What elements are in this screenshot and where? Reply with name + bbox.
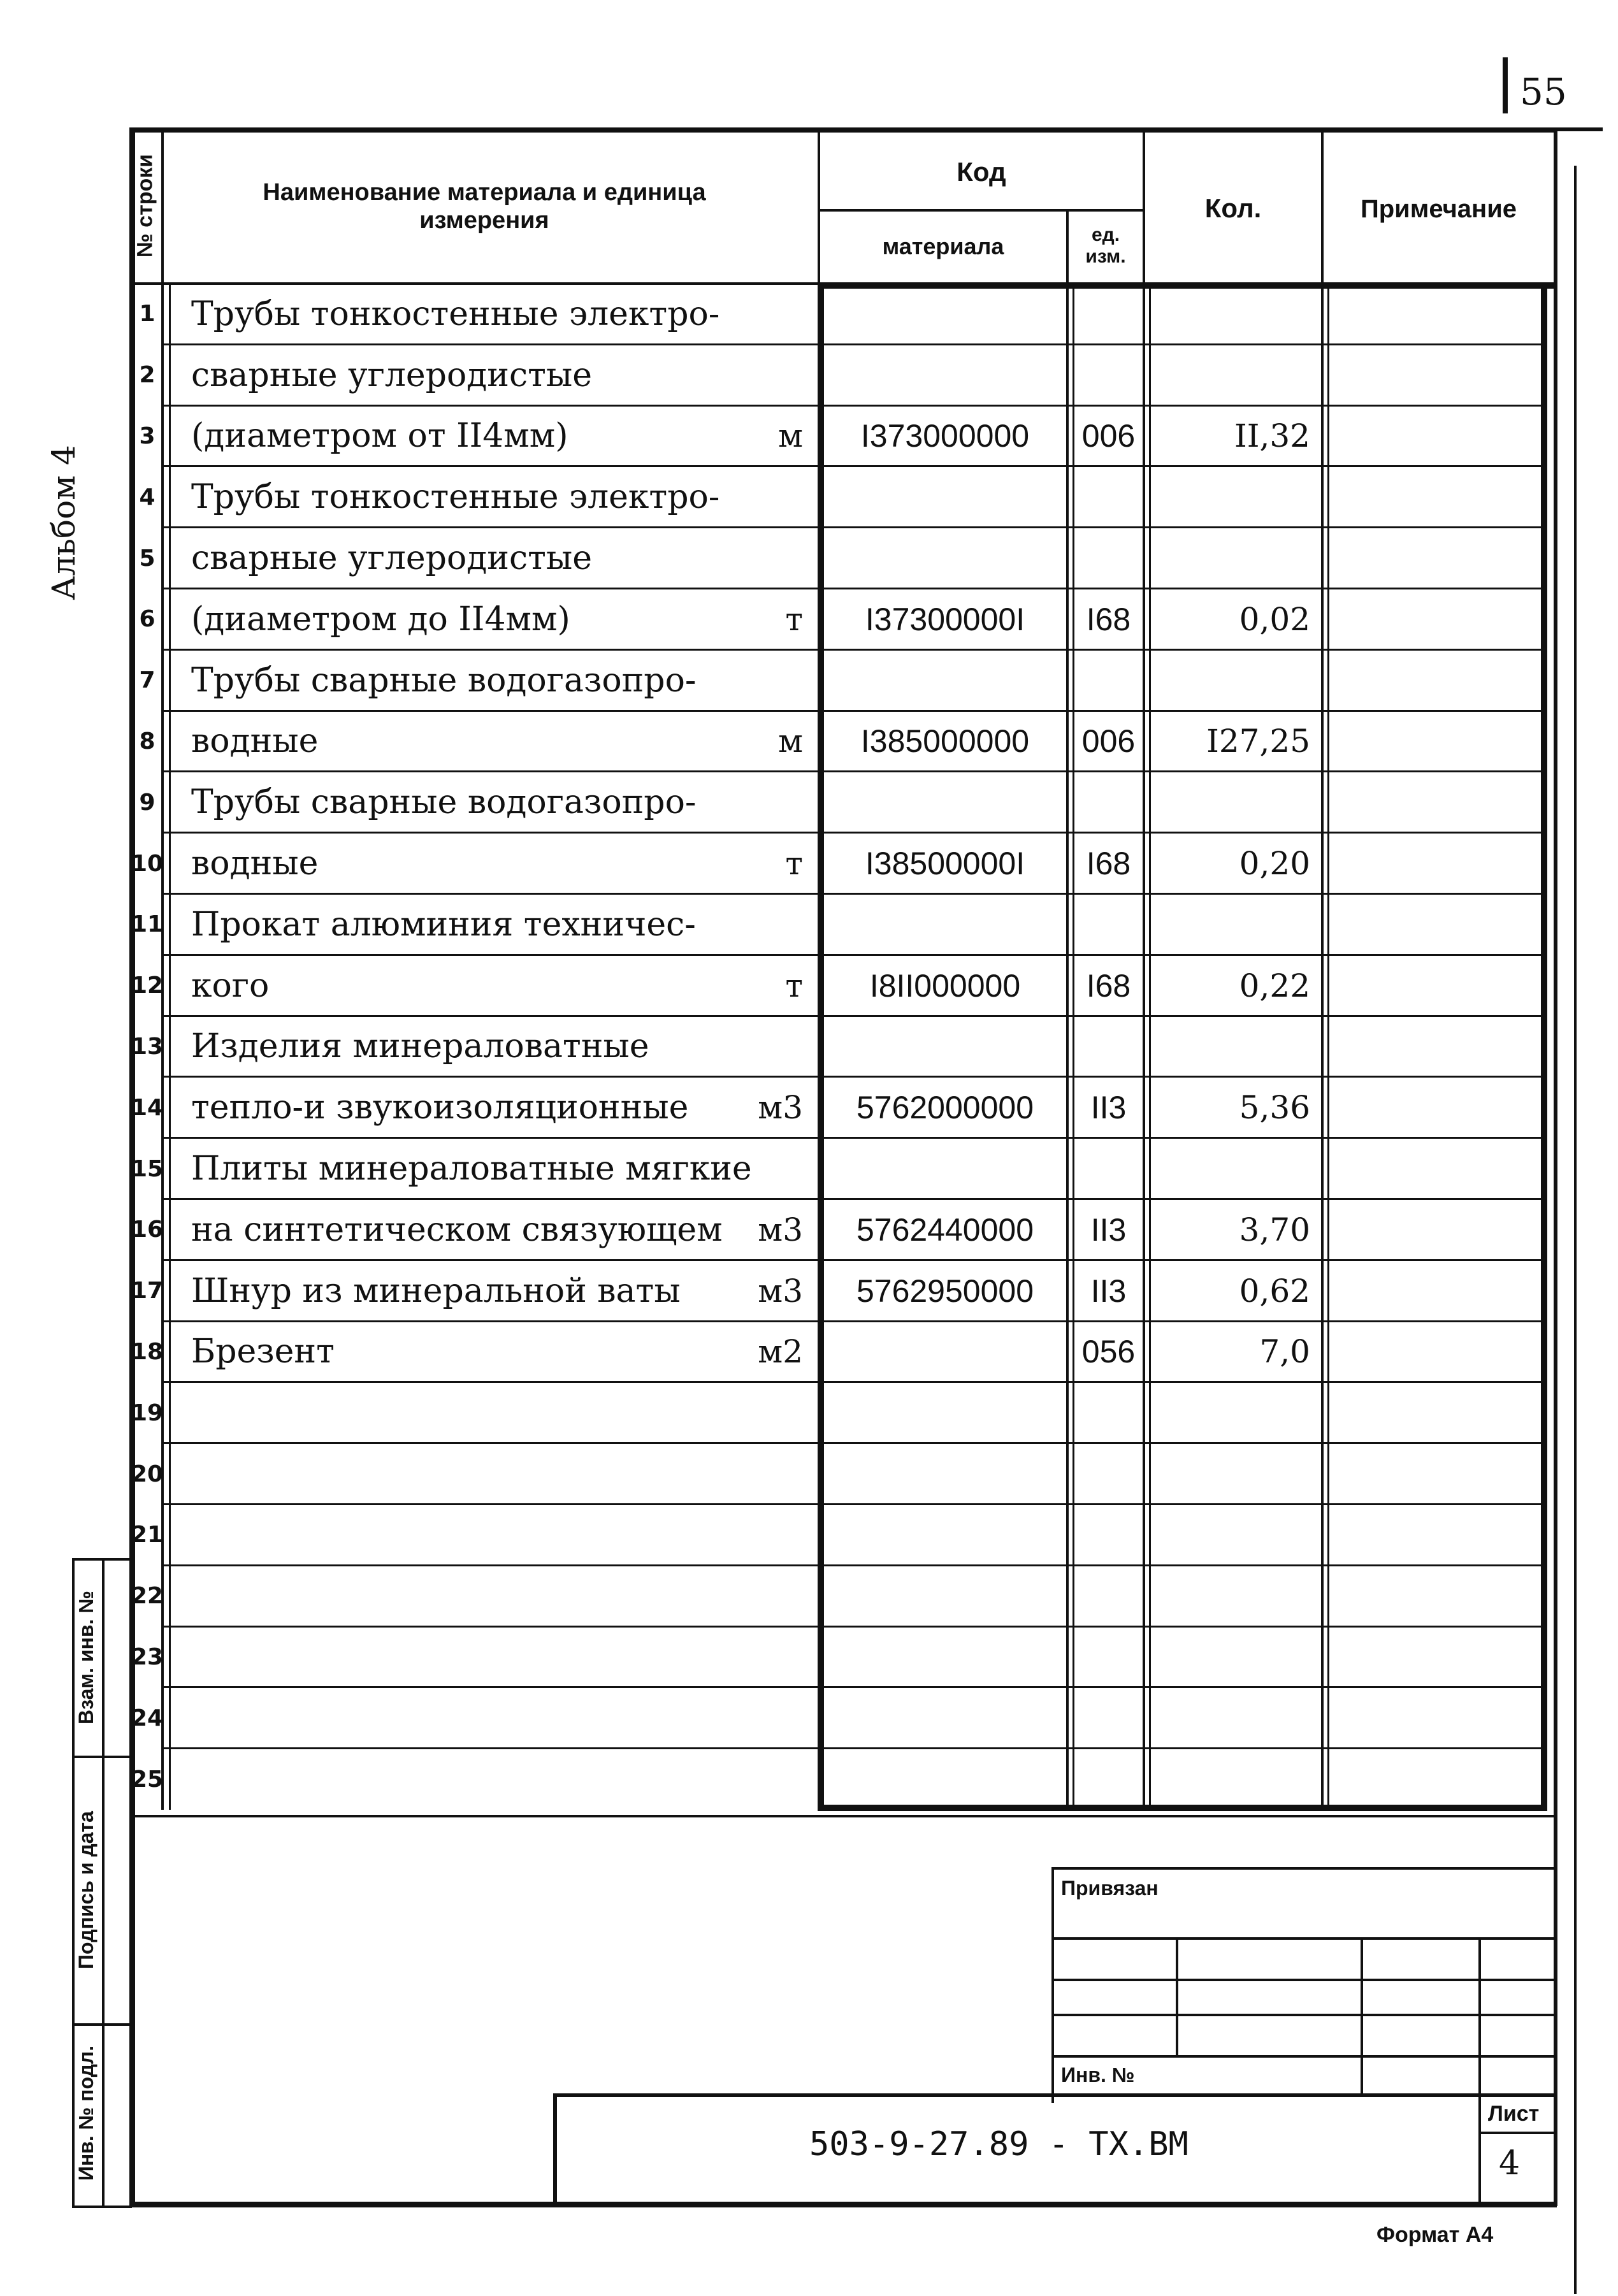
material-code — [824, 1566, 1066, 1627]
unit-code — [1074, 1016, 1143, 1078]
note — [1332, 466, 1536, 528]
material-code — [824, 650, 1066, 711]
material-unit — [720, 1566, 803, 1627]
unit-code — [1074, 1138, 1143, 1199]
frame-top-border — [129, 127, 1556, 133]
body-divider-rownum-inner — [169, 284, 171, 1810]
material-code — [824, 1505, 1066, 1566]
material-unit: м — [778, 417, 803, 455]
material-code: I37300000I — [865, 601, 1025, 637]
material-code — [824, 1016, 1066, 1078]
material-code — [824, 1749, 1066, 1810]
header-divider — [1066, 210, 1069, 284]
stamp-line — [1361, 1937, 1363, 2093]
row-number: 5 — [139, 545, 155, 572]
header-quantity: Кол. — [1204, 193, 1262, 224]
material-unit — [720, 1443, 803, 1505]
material-name: Прокат алюминия техничес- — [191, 905, 696, 944]
row-number: 1 — [139, 301, 155, 328]
row-number: 2 — [139, 362, 155, 389]
stamp-title-left — [553, 2093, 557, 2205]
body-bottom-line — [129, 1815, 1557, 1817]
row-number: 19 — [131, 1399, 164, 1426]
frame-right-border — [1554, 127, 1557, 2206]
quantity — [1151, 650, 1310, 711]
side-label-inv-podl: Инв. № подл. — [74, 2045, 98, 2181]
material-code: I373000000 — [860, 418, 1030, 454]
note — [1332, 1749, 1536, 1810]
quantity — [1151, 528, 1310, 589]
body-divider-note — [1321, 284, 1324, 1810]
material-name: Изделия минераловатные — [191, 1027, 649, 1066]
side-stamp-divider — [102, 1558, 105, 2208]
material-unit — [720, 1382, 803, 1443]
material-name — [191, 1627, 720, 1688]
unit-code: I68 — [1086, 846, 1131, 882]
stamp-line — [1051, 1867, 1054, 2103]
row-number: 8 — [139, 728, 155, 755]
note — [1332, 589, 1536, 650]
note — [1332, 284, 1536, 345]
material-unit: м3 — [758, 1272, 803, 1310]
body-divider-eu — [1066, 284, 1069, 1810]
unit-code — [1074, 345, 1143, 406]
unit-code — [1074, 894, 1143, 955]
note — [1332, 711, 1536, 772]
material-code — [824, 284, 1066, 345]
material-name: Трубы тонкостенные электро- — [191, 478, 720, 517]
material-unit — [720, 772, 803, 833]
stamp-privyazan: Привязан — [1061, 1877, 1159, 1900]
unit-code — [1074, 1627, 1143, 1688]
material-name — [191, 1566, 720, 1627]
quantity: 0,22 — [1239, 967, 1310, 1004]
material-name — [191, 1505, 720, 1566]
material-code — [824, 1443, 1066, 1505]
unit-code — [1074, 284, 1143, 345]
note — [1332, 1566, 1536, 1627]
material-unit — [720, 345, 803, 406]
material-name: водные — [191, 722, 319, 761]
unit-code — [1074, 1566, 1143, 1627]
row-number: 21 — [131, 1522, 164, 1549]
body-divider-note-inner — [1327, 284, 1329, 1810]
note — [1332, 1382, 1536, 1443]
unit-code: I68 — [1086, 967, 1131, 1004]
material-unit: м3 — [758, 1211, 803, 1248]
quantity: 0,20 — [1239, 845, 1310, 883]
row-number: 3 — [139, 422, 155, 449]
unit-code: 056 — [1081, 1334, 1136, 1370]
material-code — [824, 1138, 1066, 1199]
row-number: 6 — [139, 606, 155, 633]
material-unit — [720, 1749, 803, 1810]
body-right-thick — [1541, 284, 1547, 1810]
quantity — [1151, 1566, 1310, 1627]
note — [1332, 1505, 1536, 1566]
quantity — [1151, 1687, 1310, 1749]
row-number: 18 — [131, 1338, 164, 1365]
quantity: 3,70 — [1239, 1211, 1310, 1248]
material-unit: т — [785, 967, 803, 1004]
unit-code — [1074, 1382, 1143, 1443]
header-code: Код — [957, 156, 1006, 187]
material-name — [191, 1749, 720, 1810]
note — [1332, 406, 1536, 467]
material-unit — [720, 1138, 803, 1199]
quantity: 7,0 — [1259, 1333, 1310, 1371]
row-number: 10 — [131, 850, 164, 877]
side-label-vzam: Взам. инв. № — [74, 1591, 98, 1724]
row-number: 15 — [131, 1155, 164, 1182]
row-number: 16 — [131, 1217, 164, 1243]
unit-code: 006 — [1081, 723, 1136, 760]
row-number: 12 — [131, 972, 164, 999]
stamp-line — [1478, 1937, 1481, 2202]
format-label: Формат А4 — [1376, 2223, 1494, 2247]
material-code: I385000000 — [860, 723, 1030, 760]
material-name: Плиты минераловатные мягкие — [191, 1150, 752, 1188]
material-name — [191, 1687, 720, 1749]
quantity: II,32 — [1234, 417, 1310, 455]
stamp-list-value: 4 — [1499, 2144, 1520, 2183]
page-number: 55 — [1520, 70, 1567, 113]
row-number: 13 — [131, 1033, 164, 1060]
material-name — [191, 1382, 720, 1443]
note — [1332, 528, 1536, 589]
row-number: 20 — [131, 1461, 164, 1487]
material-name: Трубы тонкостенные электро- — [191, 294, 720, 333]
unit-code — [1074, 772, 1143, 833]
material-name — [191, 1443, 720, 1505]
quantity: 0,62 — [1239, 1272, 1310, 1310]
row-number: 23 — [131, 1643, 164, 1670]
material-code: 5762000000 — [856, 1090, 1034, 1126]
material-unit — [720, 1627, 803, 1688]
row-number: 9 — [139, 789, 155, 816]
side-stamp-divider — [72, 1756, 132, 1758]
quantity — [1151, 894, 1310, 955]
material-unit — [720, 1687, 803, 1749]
note — [1332, 1687, 1536, 1749]
material-code: I38500000I — [865, 846, 1025, 882]
material-code — [824, 345, 1066, 406]
quantity — [1151, 466, 1310, 528]
unit-code: 006 — [1081, 418, 1136, 454]
quantity — [1151, 1749, 1310, 1810]
quantity — [1151, 1382, 1310, 1443]
quantity: I27,25 — [1206, 723, 1310, 760]
row-number: 22 — [131, 1583, 164, 1610]
document-number: 503-9-27.89 - ТХ.ВМ — [809, 2125, 1188, 2163]
unit-code — [1074, 466, 1143, 528]
unit-code — [1074, 1749, 1143, 1810]
header-note: Примечание — [1360, 194, 1517, 223]
note — [1332, 1322, 1536, 1383]
unit-code — [1074, 1443, 1143, 1505]
material-code — [824, 1627, 1066, 1688]
stamp-line — [1478, 2132, 1555, 2134]
unit-code — [1074, 650, 1143, 711]
material-code — [824, 772, 1066, 833]
material-name: (диаметром до II4мм) — [191, 600, 570, 639]
material-code — [824, 894, 1066, 955]
unit-code: II3 — [1090, 1090, 1127, 1126]
stamp-inv-no: Инв. № — [1061, 2063, 1135, 2086]
material-unit: м3 — [758, 1089, 803, 1127]
material-unit — [720, 650, 803, 711]
material-code: I8II000000 — [869, 967, 1021, 1004]
material-code — [824, 1382, 1066, 1443]
unit-code — [1074, 528, 1143, 589]
material-unit: т — [785, 845, 803, 883]
note — [1332, 772, 1536, 833]
material-unit — [720, 528, 803, 589]
material-unit — [720, 466, 803, 528]
note — [1332, 1077, 1536, 1138]
stamp-title-top — [553, 2093, 1555, 2097]
note — [1332, 894, 1536, 955]
material-unit — [720, 1016, 803, 1078]
header-divider — [161, 133, 164, 284]
row-number: 7 — [139, 667, 155, 694]
stamp-line — [1051, 1867, 1555, 1870]
quantity: 0,02 — [1239, 600, 1310, 638]
material-code — [824, 466, 1066, 528]
material-name: Трубы сварные водогазопро- — [191, 661, 697, 700]
quantity — [1151, 1016, 1310, 1078]
material-unit — [720, 1505, 803, 1566]
header-material-name: Наименование материала и единица измерения — [263, 179, 706, 234]
body-divider-qty — [1143, 284, 1145, 1810]
material-name: водные — [191, 844, 319, 883]
material-code: 5762440000 — [856, 1211, 1034, 1248]
note — [1332, 1260, 1536, 1322]
note — [1332, 1627, 1536, 1688]
unit-code — [1074, 1687, 1143, 1749]
material-unit — [720, 284, 803, 345]
header-code-material: материала — [882, 233, 1004, 260]
row-number: 14 — [131, 1094, 164, 1121]
note — [1332, 1138, 1536, 1199]
side-label-podpis: Подпись и дата — [74, 1811, 98, 1969]
material-code: 5762950000 — [856, 1273, 1034, 1309]
note — [1332, 345, 1536, 406]
material-code — [824, 1687, 1066, 1749]
material-name: кого — [191, 966, 270, 1005]
note — [1332, 1443, 1536, 1505]
material-unit — [720, 894, 803, 955]
quantity — [1151, 772, 1310, 833]
row-number: 17 — [131, 1278, 164, 1304]
stamp-list-label: Лист — [1488, 2102, 1540, 2126]
quantity — [1151, 1443, 1310, 1505]
material-name: Шнур из минеральной ваты — [191, 1271, 681, 1310]
header-row-number: № строки — [133, 154, 157, 258]
page-number-bracket — [1503, 57, 1508, 113]
body-divider-code — [818, 284, 824, 1810]
frame-bottom-border — [129, 2202, 1557, 2207]
material-name: сварные углеродистые — [191, 539, 593, 578]
material-name: тепло-и звукоизоляционные — [191, 1088, 689, 1127]
material-code — [824, 528, 1066, 589]
row-number: 4 — [139, 484, 155, 510]
material-code — [824, 1322, 1066, 1383]
material-name: сварные углеродистые — [191, 356, 593, 394]
unit-code — [1074, 1505, 1143, 1566]
page-edge-line-right — [1574, 166, 1577, 2294]
material-name: Трубы сварные водогазопро- — [191, 783, 697, 822]
quantity — [1151, 1505, 1310, 1566]
note — [1332, 650, 1536, 711]
row-number: 11 — [131, 911, 164, 938]
material-unit: м2 — [758, 1333, 803, 1371]
material-unit: м — [778, 723, 803, 760]
quantity — [1151, 345, 1310, 406]
unit-code: II3 — [1090, 1211, 1127, 1248]
material-unit: т — [785, 600, 803, 638]
material-name: (диаметром от II4мм) — [191, 417, 568, 456]
quantity — [1151, 1138, 1310, 1199]
row-number: 24 — [131, 1705, 164, 1731]
header-code-unit: ед. изм. — [1085, 224, 1126, 267]
note — [1332, 955, 1536, 1016]
album-label: Альбом 4 — [45, 445, 82, 600]
stamp-line — [1176, 1937, 1178, 2055]
unit-code: II3 — [1090, 1273, 1127, 1309]
quantity — [1151, 1627, 1310, 1688]
note — [1332, 833, 1536, 894]
unit-code: I68 — [1086, 601, 1131, 637]
material-name: Брезент — [191, 1332, 335, 1371]
quantity: 5,36 — [1239, 1089, 1310, 1127]
material-name: на синтетическом связующем — [191, 1210, 723, 1249]
note — [1332, 1199, 1536, 1260]
row-number: 25 — [131, 1766, 164, 1793]
note — [1332, 1016, 1536, 1078]
quantity — [1151, 284, 1310, 345]
